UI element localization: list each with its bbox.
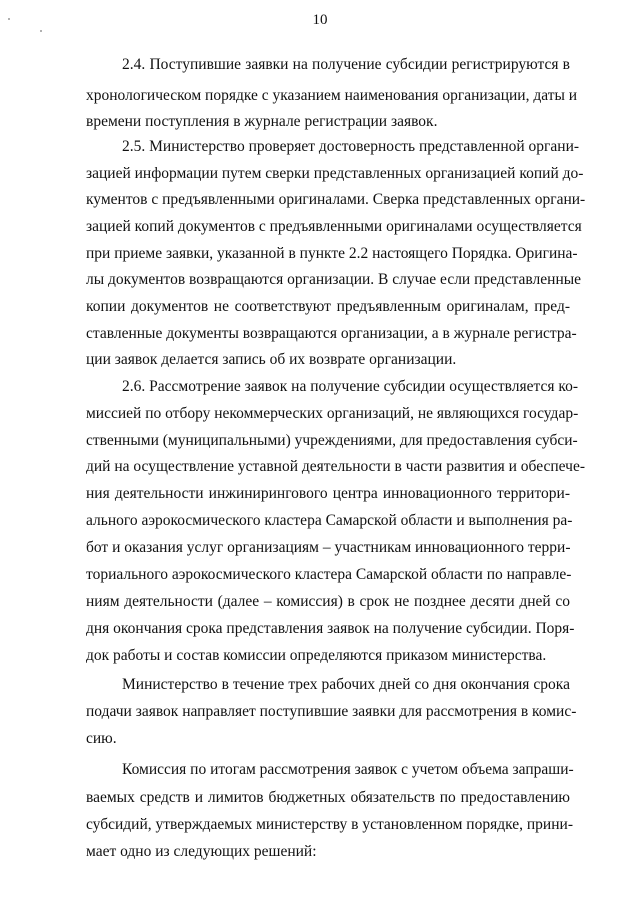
text-line: сию. <box>86 730 117 747</box>
text-line: времени поступления в журнале регистрации заявок. <box>86 113 438 130</box>
text-line: при приеме заявки, указанной в пункте 2.2 настоящего Порядка. Оригина- <box>86 245 578 262</box>
scan-speck <box>8 18 10 20</box>
text-line: 2.4. Поступившие заявки на получение субсидии регистрируются в <box>122 56 570 73</box>
text-line: док работы и состав комиссии определяются приказом министерства. <box>86 647 547 664</box>
text-line: копии документов не соответствуют предъявленным оригиналам, пред- <box>86 298 570 315</box>
text-line: Министерство в течение трех рабочих дней со дня окончания срока <box>122 676 570 693</box>
text-line: кументов с предъявленными оригиналами. Сверка представленных органи- <box>86 191 586 208</box>
text-line: ального аэрокосмического кластера Самарской области и выполнения ра- <box>86 512 573 529</box>
text-line: дня окончания срока представления заявок на получение субсидии. Поря- <box>86 620 575 637</box>
text-line: дий на осуществление уставной деятельности в части развития и обеспече- <box>86 458 586 475</box>
text-line: субсидий, утверждаемых министерству в установленном порядке, прини- <box>86 816 573 833</box>
text-line: хронологическом порядке с указанием наименования организации, даты и <box>86 87 578 104</box>
text-line: ниям деятельности (далее – комиссия) в срок не позднее десяти дней со <box>86 593 570 610</box>
text-line: подачи заявок направляет поступившие заявки для рассмотрения в комис- <box>86 703 577 720</box>
text-line: зацией копий документов с предъявленными оригиналами осуществляется <box>86 218 582 235</box>
text-line: ния деятельности инжинирингового центра инновационного территори- <box>86 485 570 502</box>
text-line: миссией по отбору некоммерческих организаций, не являющихся государ- <box>86 405 579 422</box>
text-line: бот и оказания услуг организациям – участникам инновационного терри- <box>86 539 571 556</box>
text-line: мает одно из следующих решений: <box>86 843 317 860</box>
text-line: 2.6. Рассмотрение заявок на получение субсидии осуществляется ко- <box>122 378 578 395</box>
scan-speck <box>40 30 42 32</box>
text-line: зацией информации путем сверки представленных организацией копий до- <box>86 165 584 182</box>
text-line: лы документов возвращаются организации. В случае если представленные <box>86 271 582 288</box>
text-line: Комиссия по итогам рассмотрения заявок с учетом объема запраши- <box>122 761 574 778</box>
text-line: ставленные документы возвращаются организации, а в журнале регистра- <box>86 325 577 342</box>
text-line: ваемых средств и лимитов бюджетных обязательств по предоставлению <box>86 789 570 806</box>
page-number: 10 <box>312 12 328 28</box>
text-line: 2.5. Министерство проверяет достоверность представленной органи- <box>122 138 580 155</box>
text-line: ции заявок делается запись об их возврате организации. <box>86 351 457 368</box>
text-line: ториального аэрокосмического кластера Самарской области по направле- <box>86 566 572 583</box>
text-line: ственными (муниципальными) учреждениями, для предоставления субси- <box>86 432 578 449</box>
